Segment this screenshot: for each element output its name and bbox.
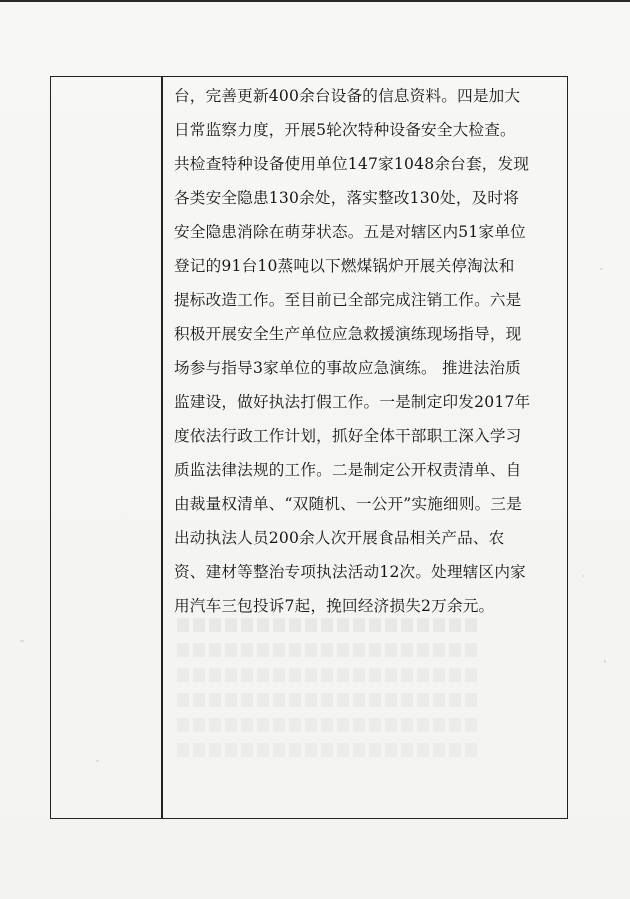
text-line: 场参与指导3家单位的事故应急演练。 推进法治质 (174, 359, 521, 377)
text-line: 共检查特种设备使用单位147家1048余台套，发现 (174, 155, 530, 173)
text-line: 日常监察力度，开展5轮次特种设备安全大检查。 (174, 121, 516, 139)
scan-speck (20, 640, 24, 642)
report-text (174, 77, 562, 623)
text-line: 安全隐患消除在萌芽状态。五是对辖区内51家单位 (174, 223, 526, 241)
text-line: 用汽车三包投诉7起，挽回经济损失2万余元。 (174, 597, 495, 615)
text-line: 质监法律法规的工作。二是制定公开权责清单、自 (174, 461, 522, 479)
text-line: 提标改造工作。至目前已全部完成注销工作。六是 (174, 291, 522, 309)
scan-speck (582, 575, 584, 577)
text-line: 台，完善更新400余台设备的信息资料。四是加大 (174, 87, 521, 105)
scan-speck (604, 660, 606, 663)
text-line: 积极开展安全生产单位应急救援演练现场指导，现 (174, 325, 522, 343)
top-rule (0, 0, 630, 2)
text-line: 出动执法人员200余人次开展食品相关产品、农 (174, 529, 505, 547)
text-line: 资、建材等整治专项执法活动12次。处理辖区内家 (174, 563, 526, 581)
text-line: 登记的91台10蒸吨以下燃煤锅炉开展关停淘汰和 (174, 257, 515, 275)
text-line: 由裁量权清单、“双随机、一公开”实施细则。三是 (174, 495, 523, 513)
scan-speck (600, 268, 603, 270)
column-divider (161, 77, 163, 818)
text-line: 各类安全隐患130余处，落实整改130处，及时将 (174, 189, 520, 207)
bleed-through-texture (177, 612, 477, 768)
text-line: 监建设，做好执法打假工作。一是制定印发2017年 (174, 393, 531, 411)
text-line: 度依法行政工作计划，抓好全体干部职工深入学习 (174, 427, 522, 445)
